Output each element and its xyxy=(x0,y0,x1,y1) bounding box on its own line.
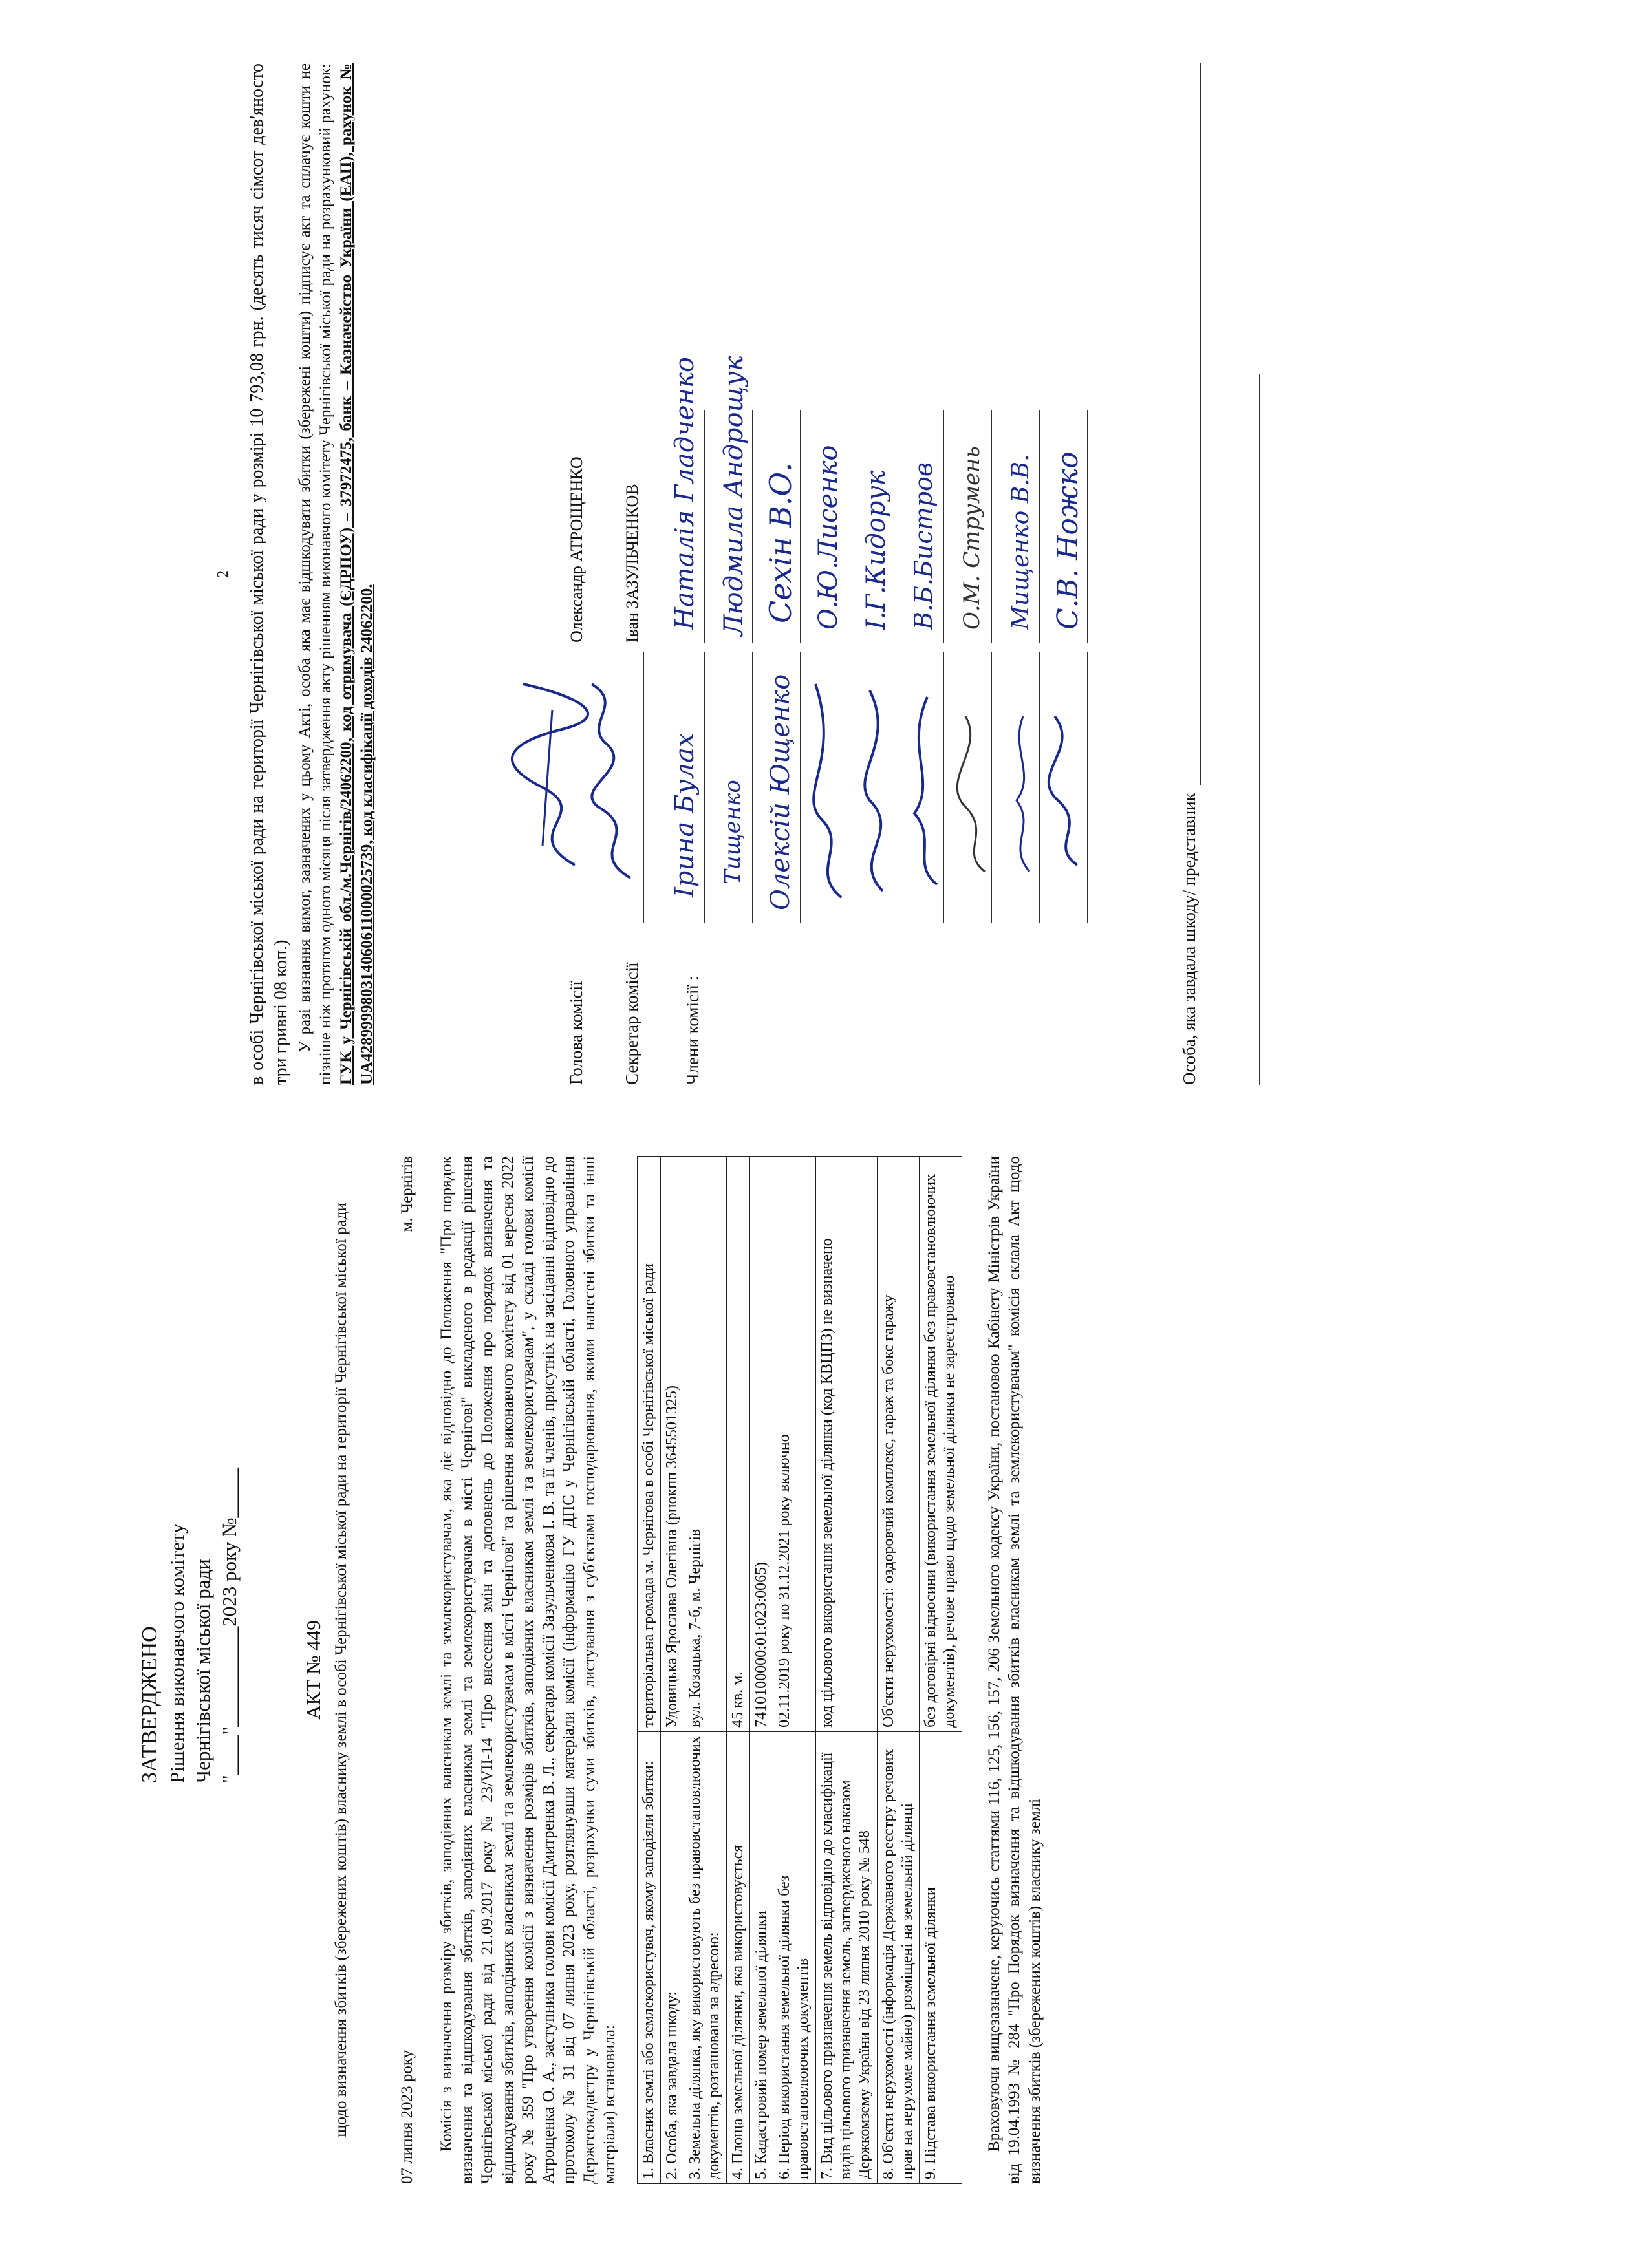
member-signature: Тищенко xyxy=(719,780,746,884)
member-name-handwritten: О.М. Струмень xyxy=(958,445,985,630)
member-signature-line xyxy=(665,652,705,923)
date-line xyxy=(397,1156,418,2184)
member-signature-image xyxy=(898,684,950,891)
secretary-label: Секретар комісії xyxy=(621,962,641,1085)
info-value-cell: без договірні відносини (використання земельної ділянки без правовстановлюючих документів), речове право щодо земельної ділянки не зареєстровано xyxy=(920,1157,962,1732)
member-signature-line xyxy=(809,652,848,923)
info-value-cell: Удовицька Ярослава Олегівна (рнокпп 3645501325) xyxy=(660,1157,684,1732)
members-row xyxy=(801,63,848,1085)
secretary-signature-row xyxy=(595,63,644,1085)
member-signature-line xyxy=(713,652,753,923)
amount-paragraph: в особі Чернігівської міської ради на території Чернігівської міської ради у розмірі 10 793,08 грн. (десять тисяч сімсот дев'яносто три гривні 08 коп.) xyxy=(246,63,291,1085)
members-row xyxy=(657,63,705,1085)
info-value-cell: Об'єкти нерухомості: оздоровчий комплекс, гараж та бокс гаражу xyxy=(877,1157,920,1732)
member-name-line xyxy=(1048,410,1088,643)
info-table-row xyxy=(726,1157,749,2184)
member-name-handwritten: Сехін В.О. xyxy=(762,462,798,623)
head-signature-row xyxy=(539,63,588,1085)
member-name-line xyxy=(1000,410,1040,643)
members-row xyxy=(896,63,944,1085)
page-one xyxy=(0,1130,1649,2229)
info-key-cell: 5. Кадастровий номер земельної ділянки xyxy=(749,1731,773,2183)
info-table-row xyxy=(877,1157,920,2184)
member-name-line xyxy=(953,410,992,643)
member-signature-image xyxy=(1042,703,1094,872)
member-signature-line xyxy=(905,652,944,923)
member-name-handwritten: С.В. Ножко xyxy=(1051,451,1084,630)
members-block xyxy=(657,63,1088,1085)
member-signature-image xyxy=(803,671,854,904)
payment-terms: У разі визнання вимог, зазначених у цьому Акті, особа яка має відшкодувати збитки (збережені кошти) підписує акт та сплачує кошти не пізніше ніж протягом одного місяця після затвердження акту рішенням виконавчого комітету Чернігівської міської ради на розрахунковий рахунок: xyxy=(296,63,334,1085)
damage-person-row xyxy=(1178,63,1202,1085)
member-signature-line xyxy=(761,652,801,923)
head-name: Олександр АТРОЩЕНКО xyxy=(567,456,587,643)
info-table-row xyxy=(815,1157,877,2184)
approval-block xyxy=(136,1156,242,1783)
info-value-cell: вул. Козацька, 7-б, м. Чернігів xyxy=(684,1157,727,1732)
approval-title: ЗАТВЕРДЖЕНО xyxy=(138,1626,162,1783)
info-key-cell: 1. Власник землі або землекористувач, якому заподіяли збитки: xyxy=(637,1731,660,2183)
info-key-cell: 9. Підстава використання земельної ділянки xyxy=(920,1731,962,2183)
member-signature: Олексій Ющенко xyxy=(765,674,795,910)
info-value-cell: 02.11.2019 року по 31.12.2021 року включно xyxy=(773,1157,816,1732)
member-name-line xyxy=(761,410,801,643)
secretary-signature-image xyxy=(566,678,650,884)
member-signature-image xyxy=(1000,710,1046,878)
member-signature-image xyxy=(953,710,998,878)
payment-paragraph xyxy=(295,63,378,1085)
member-name-line xyxy=(713,356,753,643)
info-table xyxy=(637,1156,962,2184)
act-city: м. Чернігів xyxy=(398,1156,416,1232)
info-key-cell: 2. Особа, яка завдала шкоду: xyxy=(660,1731,684,2183)
info-key-cell: 7. Вид цільового призначення земель відповідно до класифікації видів цільового призначення земель, затвердженого наказом Держкомзему України від 23 липня 2010 року № 548 xyxy=(815,1731,877,2183)
member-signature-line xyxy=(1048,652,1088,923)
secretary-signature-line xyxy=(605,652,644,923)
act-date: 07 липня 2023 року xyxy=(398,2049,416,2184)
member-name-line xyxy=(857,410,896,643)
member-name-handwritten: О.Ю.Лисенко xyxy=(813,445,843,630)
page-two xyxy=(0,12,1649,1111)
member-signature-image xyxy=(850,678,902,897)
info-key-cell: 8. Об'єкти нерухомості (інформація Державного реєстру речових прав на нерухоме майно) розміщені на земельній ділянці xyxy=(877,1731,920,2183)
info-table-row xyxy=(749,1157,773,2184)
members-row xyxy=(848,63,896,1085)
info-value-cell: 45 кв. м. xyxy=(726,1157,749,1732)
damage-person-line xyxy=(1181,63,1201,785)
info-table-row xyxy=(637,1157,660,2184)
info-key-cell: 6. Період використання земельної ділянки без правовстановлюючих документів xyxy=(773,1731,816,2183)
act-subtitle: щодо визначення збитків (збережених коштів) власнику землі в особі Чернігівської міської ради на території Чернігівської міської ради xyxy=(332,1203,350,2137)
member-name-handwritten: В.Б.Бистров xyxy=(909,462,938,630)
members-row xyxy=(992,63,1040,1085)
act-title: АКТ № 449 xyxy=(302,1620,325,1720)
approval-line-2: Рішення виконавчого комітету xyxy=(166,1523,189,1783)
member-signature: Ірина Булах xyxy=(669,733,700,897)
approval-line-4: "____"__________2023 року №_____ xyxy=(217,1467,241,1783)
info-value-cell: 7410100000:01:023:0065) xyxy=(749,1157,773,1732)
page-two-text xyxy=(246,63,378,1085)
member-name-handwritten: Мищенко В.В. xyxy=(1007,454,1034,630)
damage-person-second-line xyxy=(1233,374,1260,1085)
member-name-line xyxy=(665,357,705,643)
damage-person-label: Особа, яка завдала шкоду/ представник xyxy=(1179,793,1199,1085)
info-table-row xyxy=(660,1157,684,2184)
member-name-handwritten: Наталія Гладченко xyxy=(669,357,700,630)
member-name-line xyxy=(809,410,848,643)
info-table-row xyxy=(920,1157,962,2184)
account-details: ГУК у Чернігівській обл./м.Чернігів/24062200, код отримувача (ЄДРПОУ) – 37972475, банк – Казначейство України (ЕАП), рахунок № UA428999980314060611000025739, код класифікації доходів 24062200. xyxy=(337,63,376,1085)
member-signature-line xyxy=(857,652,896,923)
info-value-cell: територіальна громада м. Чернігова в особі Чернігівської міської ради xyxy=(637,1157,660,1732)
info-table-row xyxy=(684,1157,727,2184)
intro-paragraph: Комісія з визначення розміру збитків, заподіяних власникам землі та землекористувачам, яка діє відповідно до Положення "Про порядок визначення та відшкодування збитків, заподіяних власникам землі та землекористувачам в місті Чернігові" викладеного в редакції рішення Чернігівської міської ради від 21.09.2017 року № 23/VII-14 "Про внесення змін та доповнень до Положення про порядок визначення та відшкодування збитків, заподіяних власникам землі та землекористувачам в місті Чернігові" та рішення виконавчого комітету від 01 вересня 2022 року № 359 "Про утворення комісії з визначення розмірів збитків, заподіяних власникам землі та землекористувачам", у складі голови комісії Атрощенка О. А., заступника голови комісії Дмитренка В. Л., секретаря комісії Зазульченкова І. В. та її членів, присутніх на засіданні відповідно до протоколу № 31 від 07 липня 2023 року, розглянувши матеріали комісії (інформацію ГУ ДПС у Чернігівській області, Головного управління Держгеокадастру у Чернігівській області, розрахунки суми збитків, листування з суб'єктами господарювання, якими нанесені збитки та інші матеріали) встановила: xyxy=(438,1156,619,2184)
info-table-row xyxy=(773,1157,816,2184)
info-value-cell: код цільового використання земельної ділянки (код КВЦПЗ) не визначено xyxy=(815,1157,877,1732)
member-signature-line xyxy=(953,652,992,923)
members-row xyxy=(1040,63,1088,1085)
member-name-line xyxy=(905,410,944,643)
page-number: 2 xyxy=(215,570,232,578)
member-name-handwritten: І.Г.Кидорук xyxy=(861,470,891,630)
info-key-cell: 4. Площа земельної ділянки, яка використовується xyxy=(726,1731,749,2183)
members-label: Члени комісії : xyxy=(682,975,702,1085)
approval-line-3: Чернігівської міської ради xyxy=(191,1559,215,1783)
member-name-handwritten: Людмила Андрощук xyxy=(718,356,749,636)
member-signature-line xyxy=(1000,652,1040,923)
members-row xyxy=(944,63,992,1085)
conclusion-paragraph: Враховуючи вищезазначене, керуючись статтями 116, 125, 156, 157, 206 Земельного кодексу України, постановою Кабінету Міністрів України від 19.04.1993 № 284 "Про Порядок визначення та відшкодування збитків власникам землі та землекористувачам" комісія склала Акт щодо визначення збитків (збережених коштів) власнику землі xyxy=(985,1156,1044,2184)
info-key-cell: 3. Земельна ділянка, яку використовують без правовстановлюючих документів, розташована за адресою: xyxy=(684,1731,727,2183)
head-label: Голова комісії xyxy=(566,981,586,1085)
members-row xyxy=(753,63,801,1085)
members-row xyxy=(705,63,753,1085)
secretary-name: Іван ЗАЗУЛЬЧЕНКОВ xyxy=(623,484,642,643)
